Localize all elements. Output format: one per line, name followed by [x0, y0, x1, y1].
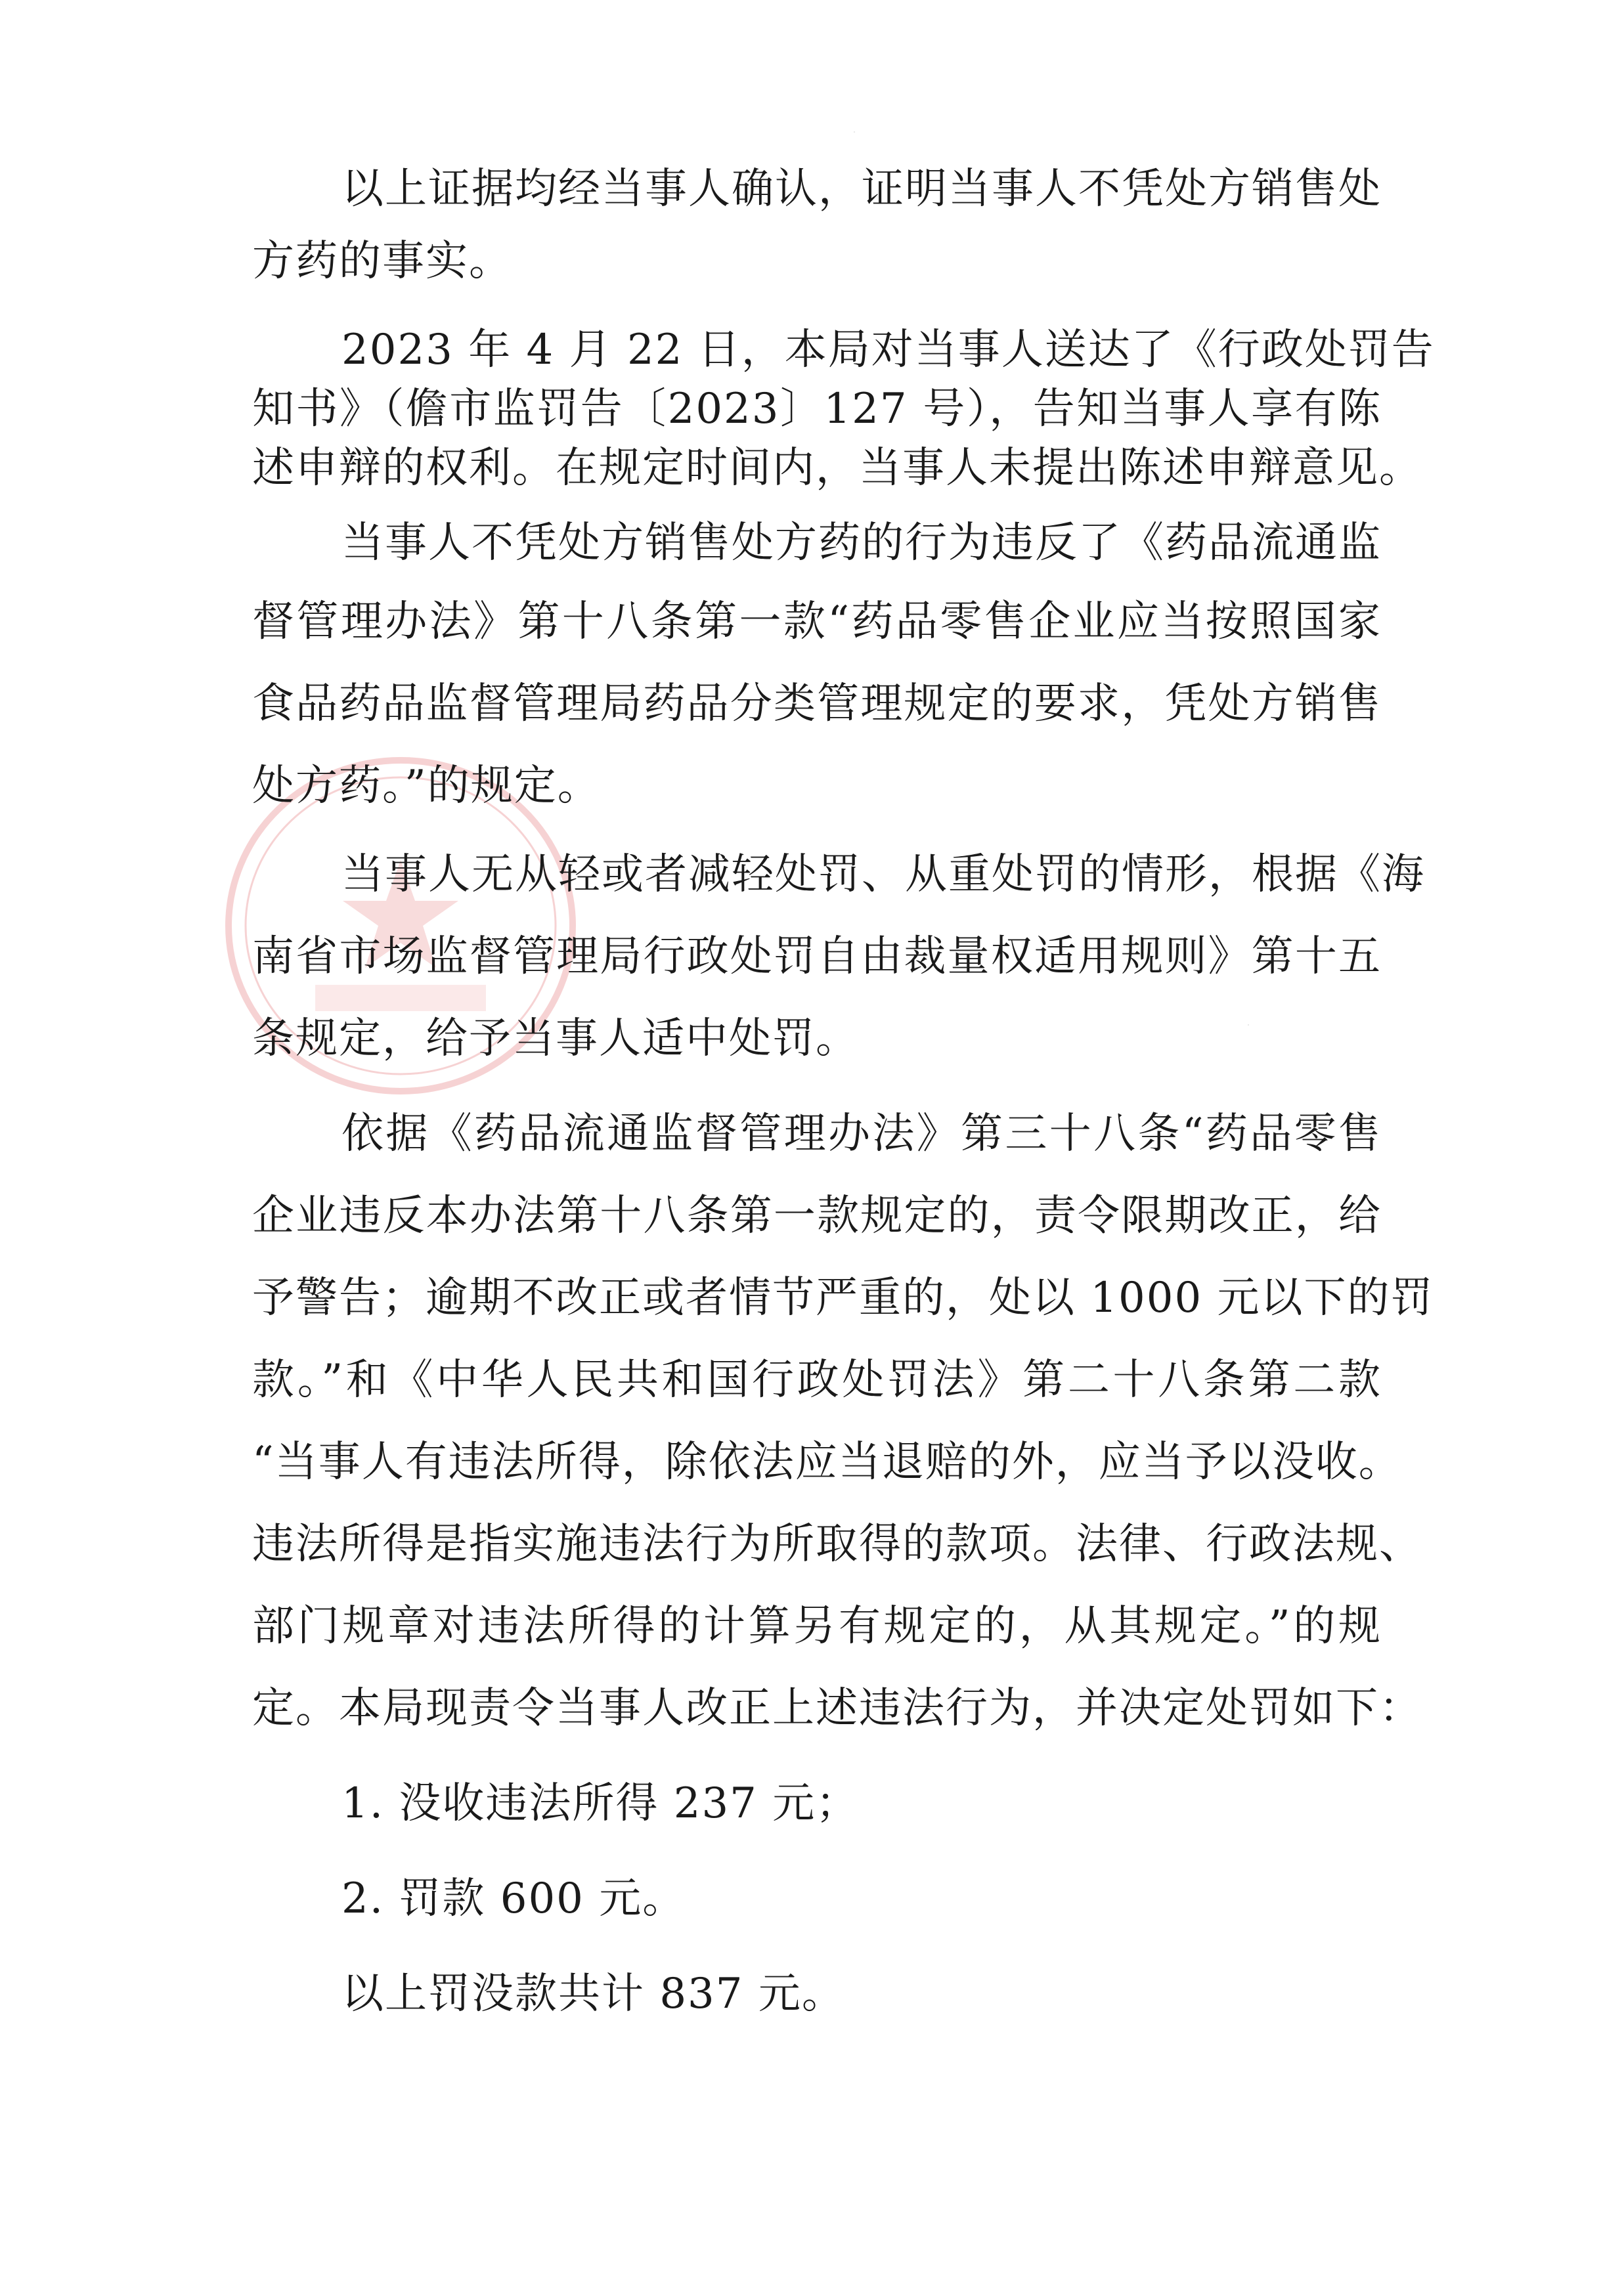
- text-line: 依据《药品流通监督管理办法》第三十八条“药品零售: [341, 1110, 1382, 1158]
- text-line: 当事人不凭处方销售处方药的行为违反了《药品流通监: [341, 519, 1382, 567]
- text-line: 知书》（儋市监罚告〔2023〕127 号），告知当事人享有陈: [252, 385, 1382, 433]
- scan-artifact: [854, 131, 855, 133]
- text-line: “当事人有违法所得，除依法应当退赔的外，应当予以没收。: [252, 1438, 1402, 1486]
- text-line: 款。”和《中华人民共和国行政处罚法》第二十八条第二款: [252, 1356, 1382, 1404]
- text-line: 企业违反本办法第十八条第一款规定的，责令限期改正，给: [252, 1192, 1382, 1240]
- text-line: 以上证据均经当事人确认，证明当事人不凭处方销售处: [341, 165, 1382, 213]
- text-line: 部门规章对违法所得的计算另有规定的，从其规定。”的规: [252, 1602, 1382, 1651]
- text-line: 2023 年 4 月 22 日，本局对当事人送达了《行政处罚告: [341, 326, 1435, 374]
- text-line: 违法所得是指实施违法行为所取得的款项。法律、行政法规、: [252, 1520, 1422, 1569]
- text-line: 南省市场监督管理局行政处罚自由裁量权适用规则》第十五: [252, 932, 1382, 981]
- penalty-total: 以上罚没款共计 837 元。: [341, 1970, 845, 2018]
- text-line: 当事人无从轻或者减轻处罚、从重处罚的情形，根据《海: [341, 850, 1425, 899]
- text-line: 予警告；逾期不改正或者情节严重的，处以 1000 元以下的罚: [252, 1274, 1434, 1322]
- penalty-item: 1. 没收违法所得 237 元；: [341, 1779, 860, 1828]
- text-line: 督管理办法》第十八条第一款“药品零售企业应当按照国家: [252, 597, 1382, 646]
- text-line: 方药的事实。: [252, 237, 512, 286]
- text-line: 处方药。”的规定。: [252, 762, 601, 810]
- text-line: 定。本局现责令当事人改正上述违法行为，并决定处罚如下：: [252, 1684, 1422, 1733]
- text-line: 食品药品监督管理局药品分类管理规定的要求，凭处方销售: [252, 680, 1382, 728]
- text-line: 条规定，给予当事人适中处罚。: [252, 1014, 859, 1063]
- text-line: 述申辩的权利。在规定时间内，当事人未提出陈述申辩意见。: [252, 444, 1422, 492]
- penalty-item: 2. 罚款 600 元。: [341, 1874, 686, 1923]
